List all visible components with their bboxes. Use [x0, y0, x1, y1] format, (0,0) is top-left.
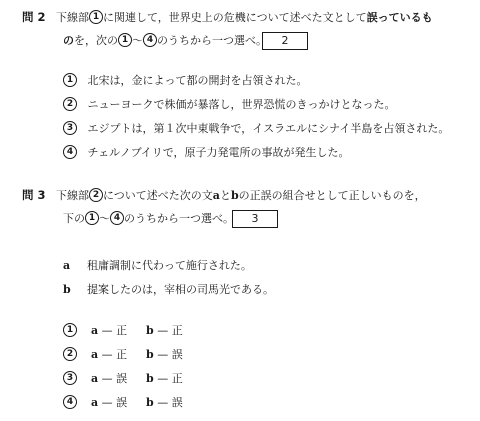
q2-option-1[interactable] [63, 74, 308, 88]
q2-range-end: 4 [143, 33, 157, 47]
q3-option-2-b-label: b [146, 348, 154, 361]
q2-underline-ref: 1 [89, 10, 103, 24]
q3-stem-line1 [22, 188, 426, 203]
q2-stem-line1 [22, 10, 433, 25]
q2-stem-line2-a: を，次の [74, 34, 118, 47]
q3-option-4-a-label: a [91, 396, 99, 409]
q3-option-3-dash-b: — [157, 372, 169, 385]
q2-answer-box[interactable]: 2 [262, 32, 308, 50]
q3-stem-and: と [219, 189, 231, 202]
q2-stem-middle: に関連して，世界史上の危機について述べた文として [103, 11, 367, 24]
q2-option-2[interactable] [63, 98, 396, 112]
q3-stem-line1-b: の正誤の組合せとして正しいものを， [238, 189, 426, 202]
q3-option-2-a-value: 正 [116, 348, 128, 361]
q3-statement-a-text: 租庸調制に代わって施行された。 [87, 259, 252, 272]
q3-option-3-number: 3 [63, 371, 77, 385]
q2-option-4[interactable] [63, 146, 350, 160]
q3-option-3[interactable] [63, 372, 127, 386]
q3-number: 問 3 [22, 188, 46, 202]
q3-stem-letter-b: b [230, 189, 239, 202]
q2-stem-emphasis-end: の [63, 34, 74, 47]
q3-option-4-dash-a: — [101, 396, 113, 409]
q3-option-2-dash-a: — [101, 348, 113, 361]
q2-option-3[interactable] [63, 122, 449, 136]
q3-underline-ref: 2 [89, 188, 103, 202]
q3-option-1-number: 1 [63, 323, 77, 337]
q3-statement-b-label: b [63, 283, 71, 296]
q3-option-4-b-value: 誤 [171, 396, 183, 409]
q2-option-2-text: ニューヨークで株価が暴落し，世界恐慌のきっかけとなった。 [87, 98, 396, 111]
q3-option-1-a-label: a [91, 324, 99, 337]
q3-option-4-a-value: 誤 [116, 396, 128, 409]
q3-option-1-dash-a: — [101, 324, 113, 337]
q3-option-2[interactable] [63, 348, 127, 362]
q3-option-3-a-value: 誤 [116, 372, 128, 385]
q3-option-1-a-value: 正 [116, 324, 128, 337]
q3-option-2-dash-b: — [157, 348, 169, 361]
q3-option-4-number: 4 [63, 395, 77, 409]
q3-stem-line1-a: について述べた次の文 [103, 189, 213, 202]
q3-option-1[interactable] [63, 324, 127, 338]
q3-option-1-b-value: 正 [171, 324, 183, 337]
q3-option-1-b [146, 324, 183, 338]
q2-option-4-text: チェルノブイリで，原子力発電所の事故が発生した。 [87, 146, 350, 159]
q3-option-1-dash-b: — [157, 324, 169, 337]
q3-stem-line2-b: のうちから一つ選べ。 [124, 212, 234, 225]
q3-option-3-b-label: b [146, 372, 154, 385]
q3-option-2-number: 2 [63, 347, 77, 361]
q3-option-4-b [146, 396, 183, 410]
q3-option-4[interactable] [63, 396, 127, 410]
q3-statement-a-label: a [63, 259, 71, 272]
q3-stem-letter-a: a [212, 189, 220, 202]
q2-stem-line2 [63, 34, 267, 48]
q3-stem-prefix: 下線部 [56, 189, 90, 202]
q3-range-sep: ～ [99, 212, 110, 225]
q2-option-1-number: 1 [63, 73, 77, 87]
q3-option-3-dash-a: — [101, 372, 113, 385]
q2-option-2-number: 2 [63, 97, 77, 111]
q2-option-4-number: 4 [63, 145, 77, 159]
q3-option-4-b-label: b [146, 396, 154, 409]
q2-range-start: 1 [118, 33, 132, 47]
q2-option-1-text: 北宋は，金によって都の開封を占領された。 [87, 74, 308, 87]
q3-option-4-dash-b: — [157, 396, 169, 409]
q2-range-sep: ～ [132, 34, 143, 47]
q3-range-start: 1 [85, 211, 99, 225]
q3-option-3-b [146, 372, 183, 386]
q2-stem-prefix: 下線部 [56, 11, 90, 24]
q3-option-1-b-label: b [146, 324, 154, 337]
q2-option-3-text: エジプトは，第１次中東戦争で，イスラエルにシナイ半島を占領された。 [87, 122, 450, 135]
q3-stem-line2 [63, 212, 234, 226]
q3-option-3-a-label: a [91, 372, 99, 385]
q3-stem-line2-a: 下の [63, 212, 85, 225]
q3-range-end: 4 [110, 211, 124, 225]
q2-stem-line2-b: のうちから一つ選べ。 [157, 34, 267, 47]
q2-number: 問 2 [22, 10, 46, 24]
q3-option-2-a-label: a [91, 348, 99, 361]
q3-option-2-b [146, 348, 183, 362]
q2-option-3-number: 3 [63, 121, 77, 135]
q2-stem-emphasis: 誤っているも [366, 11, 433, 24]
q3-statement-b-text: 提案したのは，宰相の司馬光である。 [87, 283, 274, 296]
q3-option-3-b-value: 正 [171, 372, 183, 385]
q3-option-2-b-value: 誤 [171, 348, 183, 361]
q3-answer-box[interactable]: 3 [232, 210, 278, 228]
